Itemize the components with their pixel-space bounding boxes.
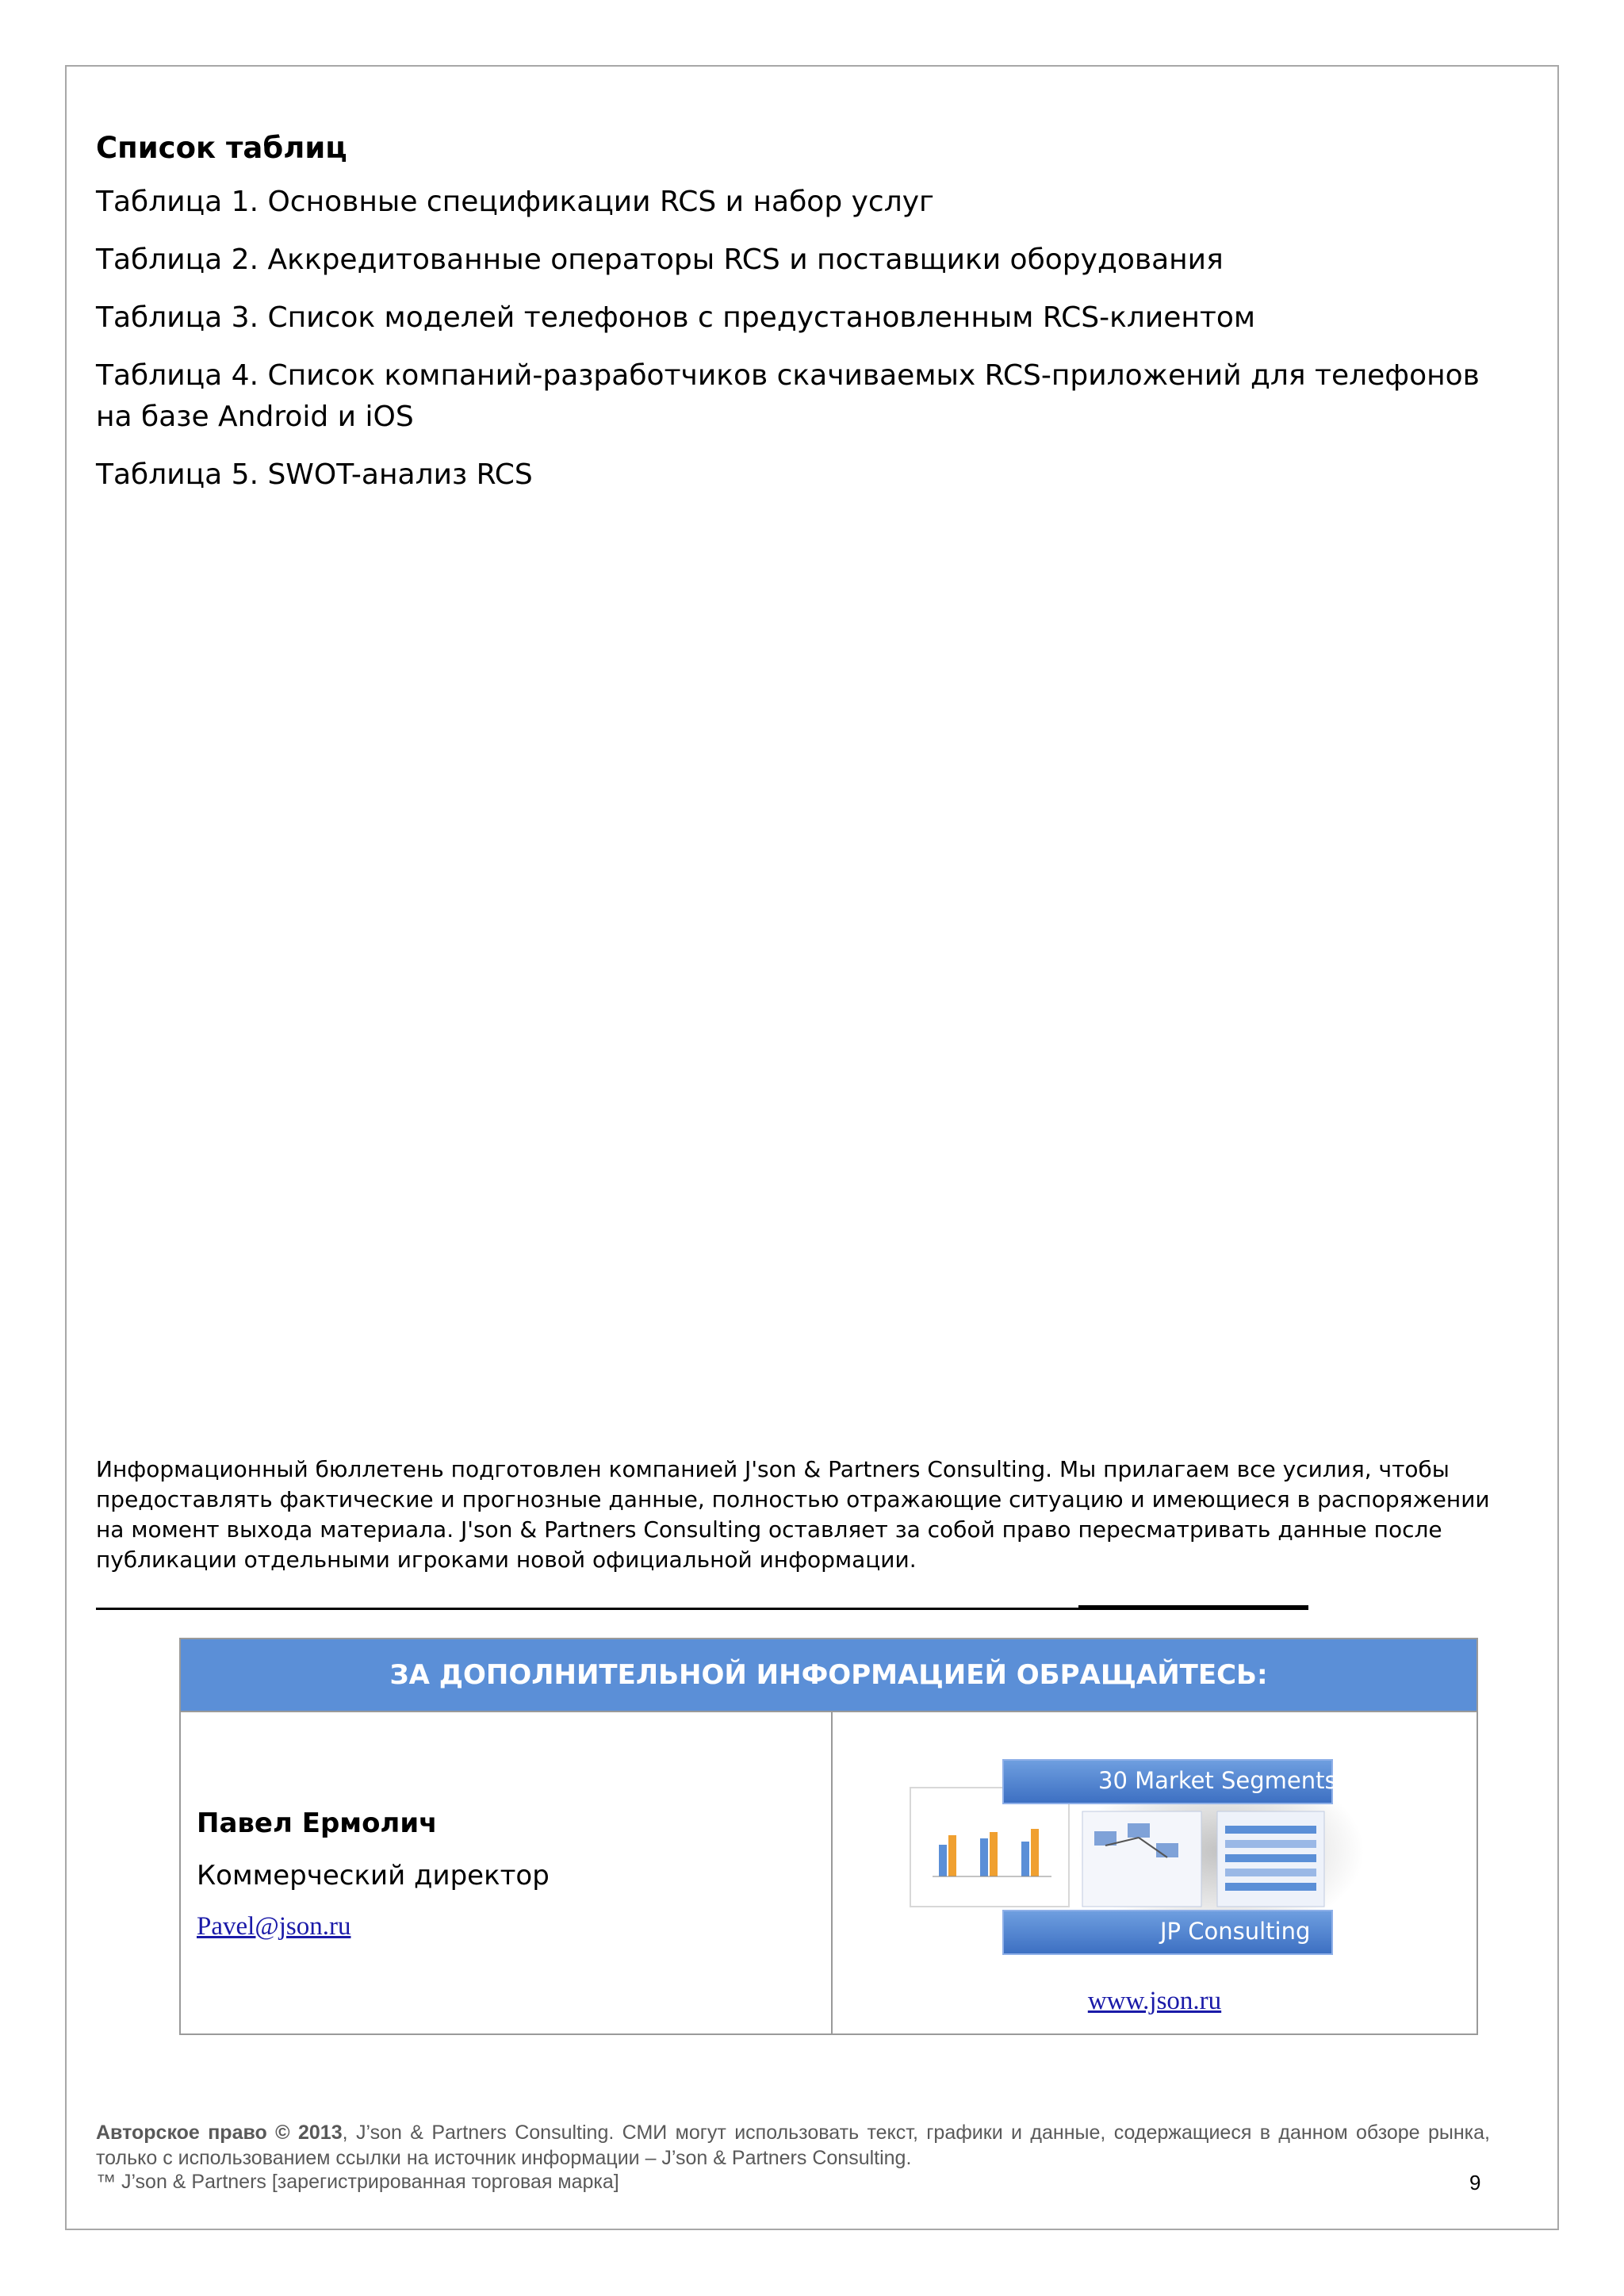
footer-trademark: ™ J’son & Partners [зарегистрированная торговая марка] — [96, 2171, 619, 2193]
toc-item-table-3[interactable]: Таблица 3. Список моделей телефонов с предустановленным RCS-клиентом — [96, 301, 1256, 335]
jp-consulting-logo — [904, 1756, 1380, 1962]
toc-item-table-5[interactable]: Таблица 5. SWOT-анализ RCS — [96, 458, 533, 492]
contact-header: ЗА ДОПОЛНИТЕЛЬНОЙ ИНФОРМАЦИЕЙ ОБРАЩАЙТЕСЬ: — [181, 1639, 1477, 1712]
contact-name: Павел Ермолич — [197, 1807, 438, 1839]
logo-bottom-label: JP Consulting — [1160, 1918, 1311, 1945]
logo-top-label: 30 Market Segments — [1098, 1767, 1337, 1794]
divider-line-accent — [1078, 1605, 1308, 1608]
page-number: 9 — [1469, 2171, 1481, 2194]
contact-table — [179, 1638, 1478, 2035]
copyright-label: Авторское право © 2013 — [96, 2122, 343, 2144]
toc-item-table-2[interactable]: Таблица 2. Аккредитованные операторы RCS и поставщики оборудования — [96, 243, 1224, 277]
footer-copyright — [96, 2120, 1490, 2171]
contact-email-link[interactable]: Pavel@json.ru — [197, 1912, 351, 1941]
contact-logo-cell — [833, 1712, 1477, 2033]
table-list-heading: Список таблиц — [96, 131, 347, 165]
toc-item-table-4[interactable]: Таблица 4. Список компаний-разработчиков скачиваемых RCS-приложений для телефонов на базе Android и iOS — [96, 359, 1480, 434]
toc-item-table-1[interactable]: Таблица 1. Основные спецификации RCS и набор услуг — [96, 186, 934, 219]
copyright-text: , J’son & Partners Consulting. СМИ могут использовать текст, графики и данные, содержащиеся в данном обзоре рынка, только с использованием ссылки на источник информации – J’son & Partners Consulting. — [96, 2122, 1490, 2169]
disclaimer-text: Информационный бюллетень подготовлен компанией J'son & Partners Consulting. Мы прилагаем все усилия, чтобы предоставлять фактические и прогнозные данные, полностью отражающие ситуацию и имеющиеся в распоряжении на момент выхода материала. J'son & Partners Consulting оставляет за собой право пересматривать данные после публикации отдельными игроками новой официальной информации. — [96, 1456, 1490, 1573]
divider-line — [96, 1608, 1308, 1610]
table-list — [96, 131, 1507, 512]
contact-person-cell — [181, 1712, 833, 2033]
contact-job-title: Коммерческий директор — [197, 1860, 550, 1892]
website-link[interactable]: www.json.ru — [1087, 1987, 1222, 2015]
